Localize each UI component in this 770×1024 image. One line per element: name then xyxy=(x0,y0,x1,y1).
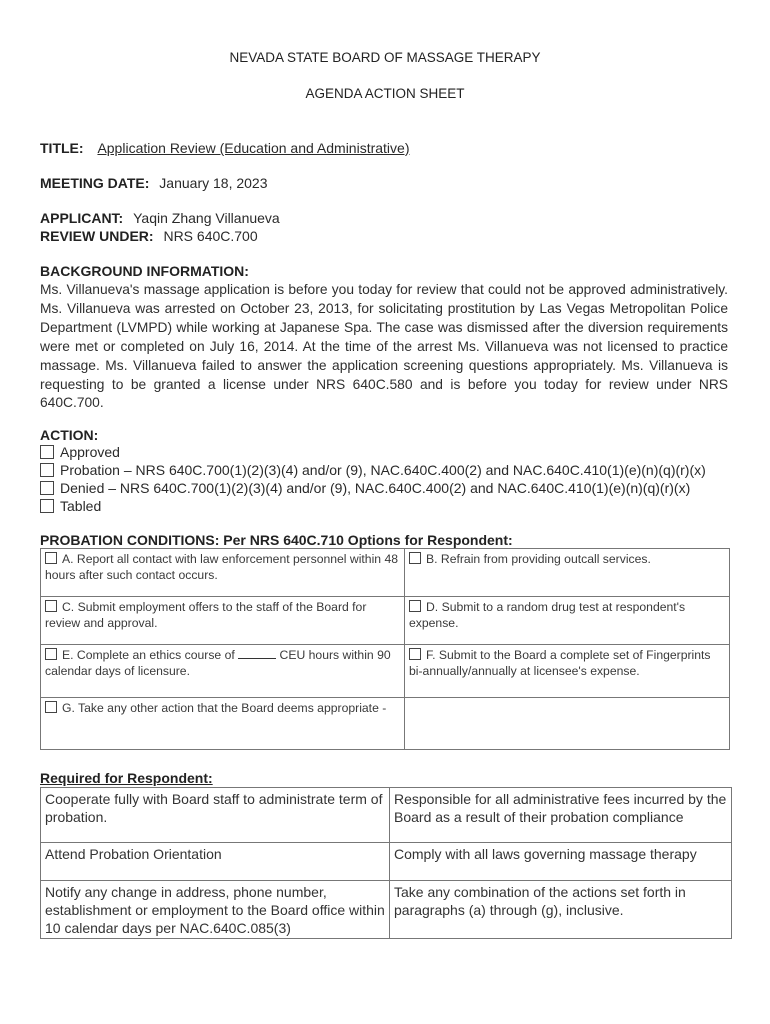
required-cell: Take any combination of the actions set forth in paragraphs (a) through (g), inclusive. xyxy=(390,881,732,939)
title-line xyxy=(40,140,409,156)
checkbox-icon[interactable] xyxy=(45,648,57,660)
checkbox-icon[interactable] xyxy=(409,648,421,660)
checkbox-icon[interactable] xyxy=(40,499,54,513)
required-heading: Required for Respondent: xyxy=(40,770,213,786)
probation-conditions-table xyxy=(40,548,730,750)
checkbox-icon[interactable] xyxy=(409,552,421,564)
meeting-date-label: MEETING DATE: xyxy=(40,175,150,191)
empty-cell xyxy=(405,698,730,750)
required-cell: Comply with all laws governing massage therapy xyxy=(390,843,732,881)
meeting-date-line xyxy=(40,175,268,191)
condition-e-text-start: E. Complete an ethics course of xyxy=(62,648,235,662)
meeting-date-value: January 18, 2023 xyxy=(159,175,268,191)
checkbox-icon[interactable] xyxy=(45,600,57,612)
condition-d-text: D. Submit to a random drug test at respondent's expense. xyxy=(409,600,686,630)
condition-g-text: G. Take any other action that the Board deems appropriate - xyxy=(62,701,387,715)
applicant-value: Yaqin Zhang Villanueva xyxy=(133,210,280,226)
condition-c-cell xyxy=(41,597,405,645)
title-value: Application Review (Education and Administrative) xyxy=(97,140,410,156)
action-option-label: Approved xyxy=(60,444,120,460)
condition-e-cell xyxy=(41,645,405,698)
condition-a-cell xyxy=(41,549,405,597)
condition-f-text: F. Submit to the Board a complete set of Fingerprints bi-annually/annually at licensee's expense. xyxy=(409,648,711,678)
action-heading: ACTION: xyxy=(40,427,99,443)
checkbox-icon[interactable] xyxy=(409,600,421,612)
checkbox-icon[interactable] xyxy=(45,701,57,713)
probation-heading: PROBATION CONDITIONS: Per NRS 640C.710 Options for Respondent: xyxy=(40,532,513,548)
applicant-label: APPLICANT: xyxy=(40,210,124,226)
background-heading: BACKGROUND INFORMATION: xyxy=(40,263,249,279)
action-option-label: Denied – NRS 640C.700(1)(2)(3)(4) and/or (9), NAC.640C.400(2) and NAC.640C.410(1)(e)(n)(q)(r)(x) xyxy=(60,480,691,496)
checkbox-icon[interactable] xyxy=(45,552,57,564)
condition-b-cell xyxy=(405,549,730,597)
title-label: TITLE: xyxy=(40,140,84,156)
sheet-title: AGENDA ACTION SHEET xyxy=(305,86,465,101)
required-cell: Cooperate fully with Board staff to administrate term of probation. xyxy=(41,788,390,843)
condition-d-cell xyxy=(405,597,730,645)
condition-a-text: A. Report all contact with law enforcement personnel within 48 hours after such contact occurs. xyxy=(45,552,399,582)
applicant-line xyxy=(40,210,280,226)
condition-g-cell xyxy=(41,698,405,750)
review-under-line xyxy=(40,228,258,244)
required-cell: Attend Probation Orientation xyxy=(41,843,390,881)
board-name: NEVADA STATE BOARD OF MASSAGE THERAPY xyxy=(229,50,541,65)
required-table xyxy=(40,787,732,939)
condition-b-text: B. Refrain from providing outcall services. xyxy=(426,552,651,566)
required-cell: Notify any change in address, phone number, establishment or employment to the Board office within 10 calendar days per NAC.640C.085(3) xyxy=(41,881,390,939)
action-option-probation[interactable] xyxy=(40,462,706,478)
ceu-hours-blank[interactable] xyxy=(238,648,276,659)
review-under-label: REVIEW UNDER: xyxy=(40,228,154,244)
checkbox-icon[interactable] xyxy=(40,481,54,495)
review-under-value: NRS 640C.700 xyxy=(163,228,258,244)
required-cell: Responsible for all administrative fees incurred by the Board as a result of their probation compliance xyxy=(390,788,732,843)
background-text: Ms. Villanueva's massage application is before you today for review that could not be approved administratively. Ms. Villanueva was arrested on October 23, 2013, for solicitating prostitution by Las Vegas Metropolitan Police Department (LVMPD) while working at Japanese Spa. The case was dismissed after the diversion requirements were met or completed on July 16, 2014. At the time of the arrest Ms. Villanueva was not licensed to practice massage. Ms. Villanueva failed to answer the application screening questions appropriately. Ms. Villanueva is requesting to be granted a license under NRS 640C.580 and is before you today for review under NRS 640C.700. xyxy=(40,282,728,411)
condition-c-text: C. Submit employment offers to the staff of the Board for review and approval. xyxy=(45,600,367,630)
action-option-approved[interactable] xyxy=(40,444,120,460)
condition-f-cell xyxy=(405,645,730,698)
checkbox-icon[interactable] xyxy=(40,445,54,459)
action-option-label: Tabled xyxy=(60,498,102,514)
action-option-denied[interactable] xyxy=(40,480,690,496)
action-option-label: Probation – NRS 640C.700(1)(2)(3)(4) and/or (9), NAC.640C.400(2) and NAC.640C.410(1)(e)(n)(q)(r)(x) xyxy=(60,462,706,478)
action-option-tabled[interactable] xyxy=(40,498,101,514)
checkbox-icon[interactable] xyxy=(40,463,54,477)
condition-e-text-end: CEU hours within 90 calendar days of licensure. xyxy=(45,648,391,678)
